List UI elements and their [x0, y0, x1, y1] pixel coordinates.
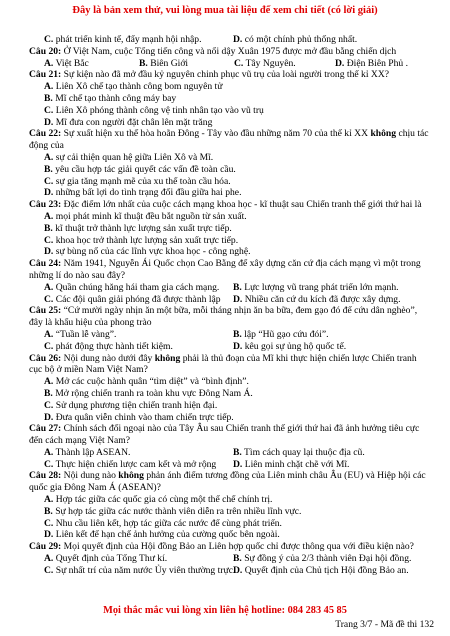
question-27-options-cd	[29, 459, 429, 471]
option-c: C. Liên Xô phóng thành công vệ tinh nhân tạo vào vũ trụ	[44, 104, 264, 116]
option-a: A. Quần chúng hăng hái tham gia cách mạng.	[44, 281, 220, 293]
question-27: Câu 27: Chính sách đối ngoại nào của Tây Âu sau Chiến tranh thế giới thứ hai đã ảnh hưởng tiêu cực đến cách mạng Việt Nam?	[29, 423, 420, 447]
question-27-options-ab	[29, 447, 429, 459]
option-a: A. Thành lập ASEAN.	[44, 446, 131, 458]
preview-banner: Đây là bản xem thử, vui lòng mua tài liệu để xem chi tiết (có lời giải)	[72, 5, 378, 16]
option-b: B. kĩ thuật trở thành lực lượng sản xuất trực tiếp.	[44, 222, 232, 234]
question-20-options	[29, 58, 429, 70]
question-22: Câu 22: Sự xuất hiện xu thế hòa hoãn Đông - Tây vào đầu những năm 70 của thế kỉ XX không chịu tác động của	[29, 128, 429, 152]
question-29-options-cd	[29, 565, 429, 577]
option-d: D. có một chính phủ thống nhất.	[233, 34, 358, 45]
option-d: D. những bất lợi do tình trạng đối đầu giữa hai phe.	[44, 187, 242, 199]
option-b: B. Mĩ chế tạo thành công máy bay	[44, 92, 177, 104]
option-d: D. sự bùng nổ của các lĩnh vực khoa học - công nghệ.	[44, 246, 251, 258]
hotline-footer: Mọi thắc mắc vui lòng xin liên hệ hotline: 084 283 45 85	[103, 605, 347, 616]
option-c: C. Các đội quân giải phóng đã được thành lập	[44, 293, 221, 305]
question-29: Câu 29: Mọi quyết định của Hội đồng Bảo an Liên hợp quốc chỉ được thông qua với điều kiện nào?	[29, 541, 414, 553]
option-d: D. Nhiều căn cứ du kích đã được xây dựng.	[233, 293, 401, 305]
option-b: B. Mở rộng chiến tranh ra toàn khu vực Đông Nam Á.	[44, 387, 253, 399]
question-21: Câu 21: Sự kiện nào đã mở đầu kỷ nguyên chinh phục vũ trụ của loài người trong thế kỉ XX?	[29, 69, 390, 81]
question-25: Câu 25: “Cứ mười ngày nhịn ăn một bữa, mỗi tháng nhịn ăn ba bữa, đem gạo đó để cứu dân nghèo”, đây là khẩu hiệu của phong trào	[29, 305, 418, 329]
question-28: Câu 28: Nội dung nào không phản ánh điểm tương đồng của Liên minh châu Âu (EU) và Hiệp hội các quốc gia Đông Nam Á (ASEAN)?	[29, 470, 426, 494]
option-b: B. Sự đồng ý của 2/3 thành viên Đại hội đồng.	[233, 553, 412, 565]
option-a: A. Hợp tác giữa các quốc gia có cùng một thể chế chính trị.	[44, 494, 273, 506]
option-c: C. khoa học trở thành lực lượng sản xuất trực tiếp.	[44, 234, 239, 246]
option-d: D. Liên minh chặt chẽ với Mĩ.	[233, 458, 350, 470]
page-number: Trang 3/7 - Mã đề thi 132	[335, 619, 434, 630]
question-23: Câu 23: Đặc điểm lớn nhất của cuộc cách mạng khoa học - kĩ thuật sau Chiến tranh thế giới thứ hai là	[29, 199, 422, 211]
option-c: C. sự gia tăng mạnh mẽ của xu thế toàn cầu hóa.	[44, 175, 231, 187]
option-d: D. kêu gọi sự ủng hộ quốc tế.	[233, 340, 347, 352]
question-25-options-cd	[29, 341, 429, 353]
option-d: D. Quyết định của Chủ tịch Hội đồng Bảo an.	[233, 564, 409, 576]
option-a: A. Liên Xô chế tạo thành công bom nguyên tử	[44, 81, 223, 93]
question-24: Câu 24: Năm 1941, Nguyễn Ái Quốc chọn Cao Bằng để xây dựng căn cứ địa cách mạng vì một trong những lí do nào sau đây?	[29, 258, 421, 281]
question-24-options-ab	[29, 282, 429, 294]
option-a: A. Mở các cuộc hành quân “tìm diệt” và “bình định”.	[44, 376, 249, 388]
option-c: C. Thực hiện chiến lược cam kết và mở rộng	[44, 458, 217, 470]
option-c: C. phát động thực hành tiết kiệm.	[44, 340, 173, 352]
option-c: C. phát triển kinh tế, đẩy mạnh hội nhập.	[44, 34, 202, 45]
question-24-options-cd	[29, 294, 429, 306]
option-b: B. yêu cầu hợp tác giải quyết các vấn đề toàn cầu.	[44, 163, 236, 175]
option-b: B. Tìm cách quay lại thuộc địa cũ.	[233, 446, 365, 458]
option-d: D. Điện Biên Phủ .	[335, 57, 409, 69]
option-c: C. Sự nhất trí của năm nước Ủy viên thường trực.	[44, 564, 236, 576]
option-a: A. “Tuần lễ vàng”.	[44, 328, 117, 340]
option-b: B. Lực lượng vũ trang phát triển lớn mạnh.	[233, 281, 399, 293]
option-b: B. Biên Giới	[139, 57, 189, 69]
option-c: C. Nhu cầu liên kết, hợp tác giữa các nước để cùng phát triển.	[44, 517, 282, 529]
option-a: A. sự cải thiện quan hệ giữa Liên Xô và Mĩ.	[44, 151, 214, 163]
option-b: B. Sự hợp tác giữa các nước thành viên diễn ra trên nhiều lĩnh vực.	[44, 505, 302, 517]
option-a: A. Việt Bắc	[44, 57, 89, 69]
option-b: B. lập “Hũ gạo cứu đói”.	[233, 328, 329, 340]
option-c: C. Sử dụng phương tiện chiến tranh hiện đại.	[44, 399, 218, 411]
option-a: A. Quyết định của Tổng Thư kí.	[44, 553, 168, 565]
option-d: D. Liên kết để hạn chế ảnh hưởng của cường quốc bên ngoài.	[44, 529, 280, 541]
question-26: Câu 26: Nội dung nào dưới đây không phải là thủ đoạn của Mĩ khi thực hiện chiến lược Chiến tranh cục bộ ở miền Nam Việt Nam?	[29, 352, 417, 376]
question-list	[29, 34, 429, 577]
option-c: C. Tây Nguyên.	[234, 57, 296, 69]
option-d: D. Đưa quân viễn chinh vào tham chiến trực tiếp.	[44, 411, 234, 423]
question-20: Câu 20: Ở Việt Nam, cuộc Tổng tiến công và nổi dậy Xuân 1975 được mở đầu bằng chiến dịch	[29, 45, 397, 57]
question-25-options-ab	[29, 329, 429, 341]
option-d: D. Mĩ đưa con người đặt chân lên mặt trăng	[44, 116, 213, 128]
question-19-options	[29, 34, 429, 46]
question-29-options-ab	[29, 553, 429, 565]
option-a: A. mọi phát minh kĩ thuật đều bắt nguồn từ sản xuất.	[44, 210, 247, 222]
